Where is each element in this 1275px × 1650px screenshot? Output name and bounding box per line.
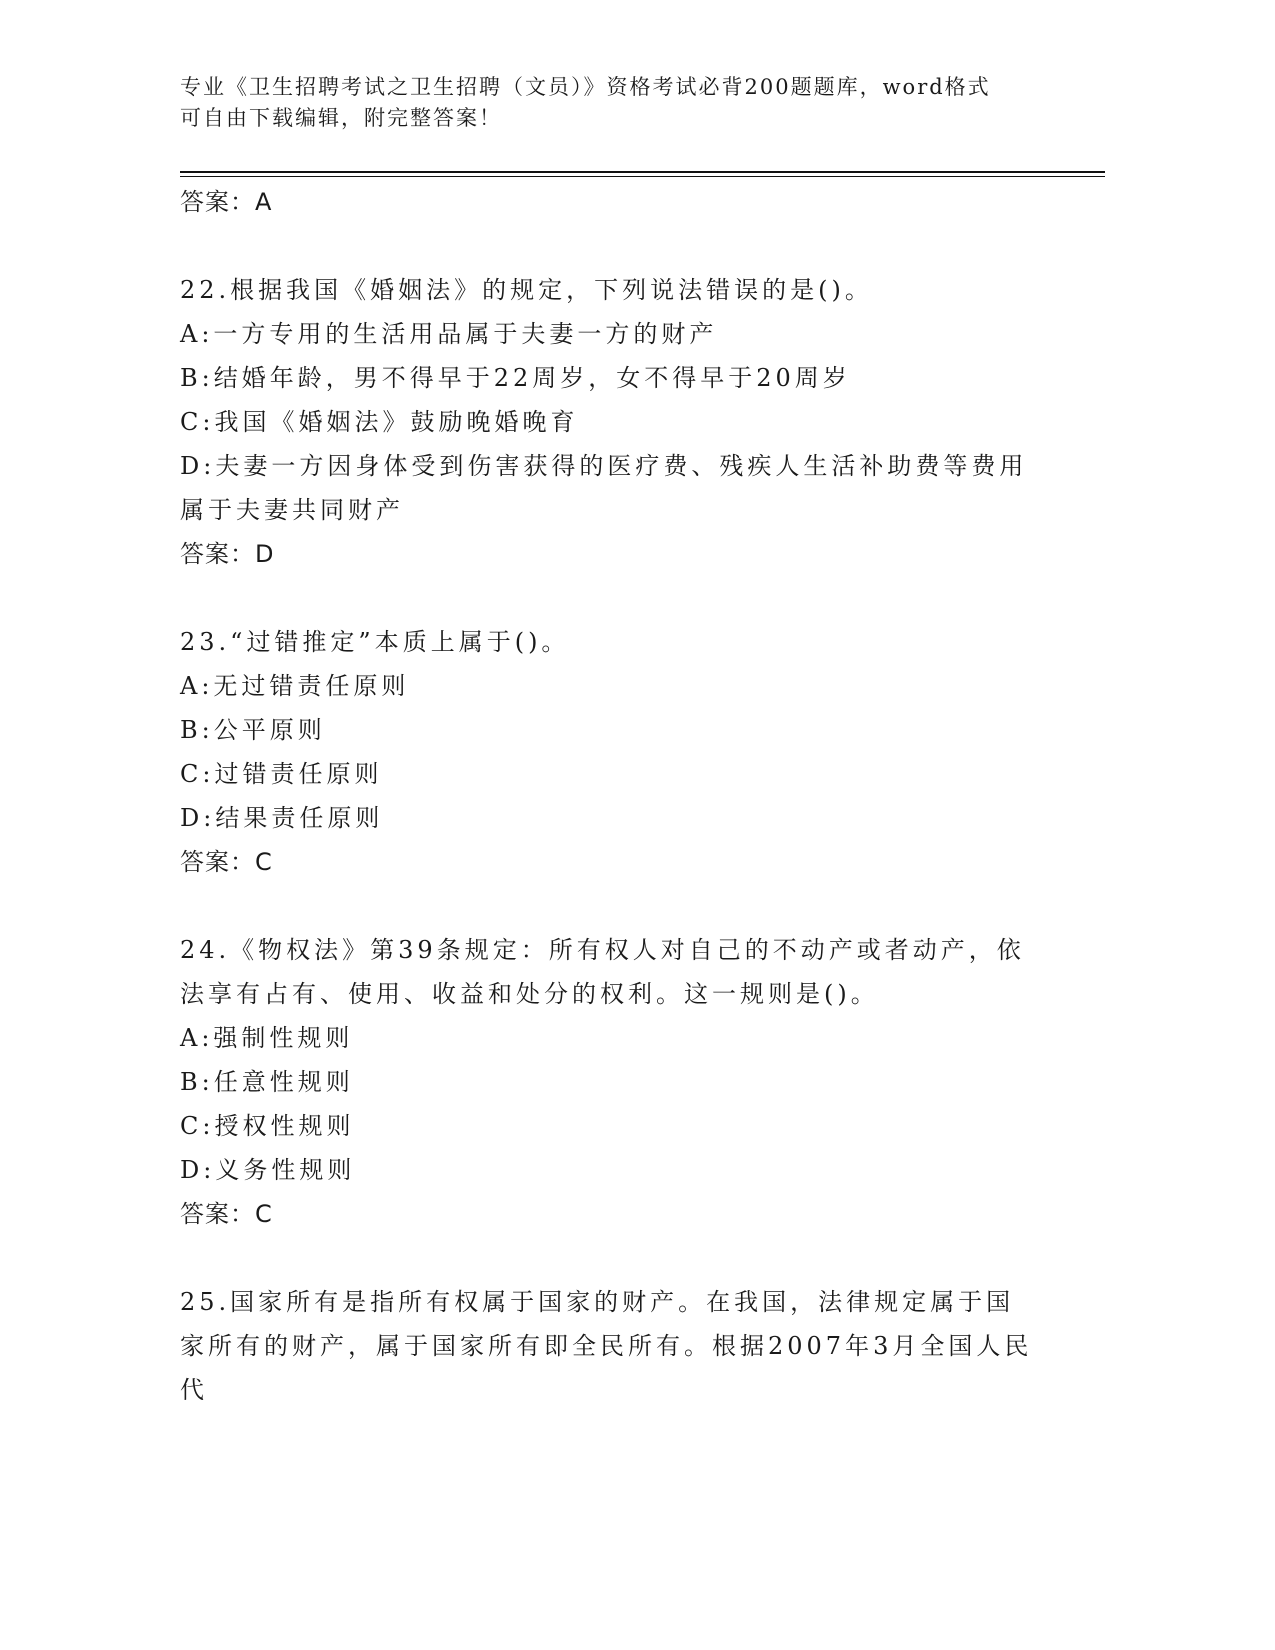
option-a: A:强制性规则 <box>180 1024 354 1052</box>
header-divider <box>180 171 1105 177</box>
option-d: D:夫妻一方因身体受到伤害获得的医疗费、残疾人生活补助费等费用属于夫妻共同财产 <box>180 452 1028 524</box>
question-22 <box>180 268 1040 576</box>
option-c: C:过错责任原则 <box>180 760 383 788</box>
answer-line: 答案：D <box>180 540 275 568</box>
option-c: C:授权性规则 <box>180 1112 355 1140</box>
question-25 <box>180 1280 1040 1412</box>
answer-line: 答案：C <box>180 1200 273 1228</box>
answer-line: 答案：C <box>180 848 273 876</box>
question-stem: 24.《物权法》第39条规定：所有权人对自己的不动产或者动产，依法享有占有、使用、收益和处分的权利。这一规则是()。 <box>180 936 1025 1008</box>
document-body <box>180 180 1040 1412</box>
question-stem: 22.根据我国《婚姻法》的规定，下列说法错误的是()。 <box>180 276 873 304</box>
option-d: D:义务性规则 <box>180 1156 356 1184</box>
option-c: C:我国《婚姻法》鼓励晚婚晚育 <box>180 408 579 436</box>
question-23 <box>180 620 1040 884</box>
answer-line: 答案：A <box>180 188 273 216</box>
header-line-1: 专业《卫生招聘考试之卫生招聘（文员）》资格考试必背200题题库，word格式 <box>180 75 991 99</box>
option-b: B:任意性规则 <box>180 1068 354 1096</box>
question-stem: 25.国家所有是指所有权属于国家的财产。在我国，法律规定属于国家所有的财产，属于国家所有即全民所有。根据2007年3月全国人民代 <box>180 1288 1033 1404</box>
page-header <box>180 72 1040 134</box>
option-a: A:一方专用的生活用品属于夫妻一方的财产 <box>180 320 718 348</box>
question-24 <box>180 928 1040 1236</box>
option-d: D:结果责任原则 <box>180 804 384 832</box>
header-line-2: 可自由下载编辑，附完整答案！ <box>180 106 502 130</box>
option-b: B:结婚年龄，男不得早于22周岁，女不得早于20周岁 <box>180 364 851 392</box>
option-b: B:公平原则 <box>180 716 326 744</box>
question-stem: 23.“过错推定”本质上属于()。 <box>180 628 570 656</box>
option-a: A:无过错责任原则 <box>180 672 410 700</box>
